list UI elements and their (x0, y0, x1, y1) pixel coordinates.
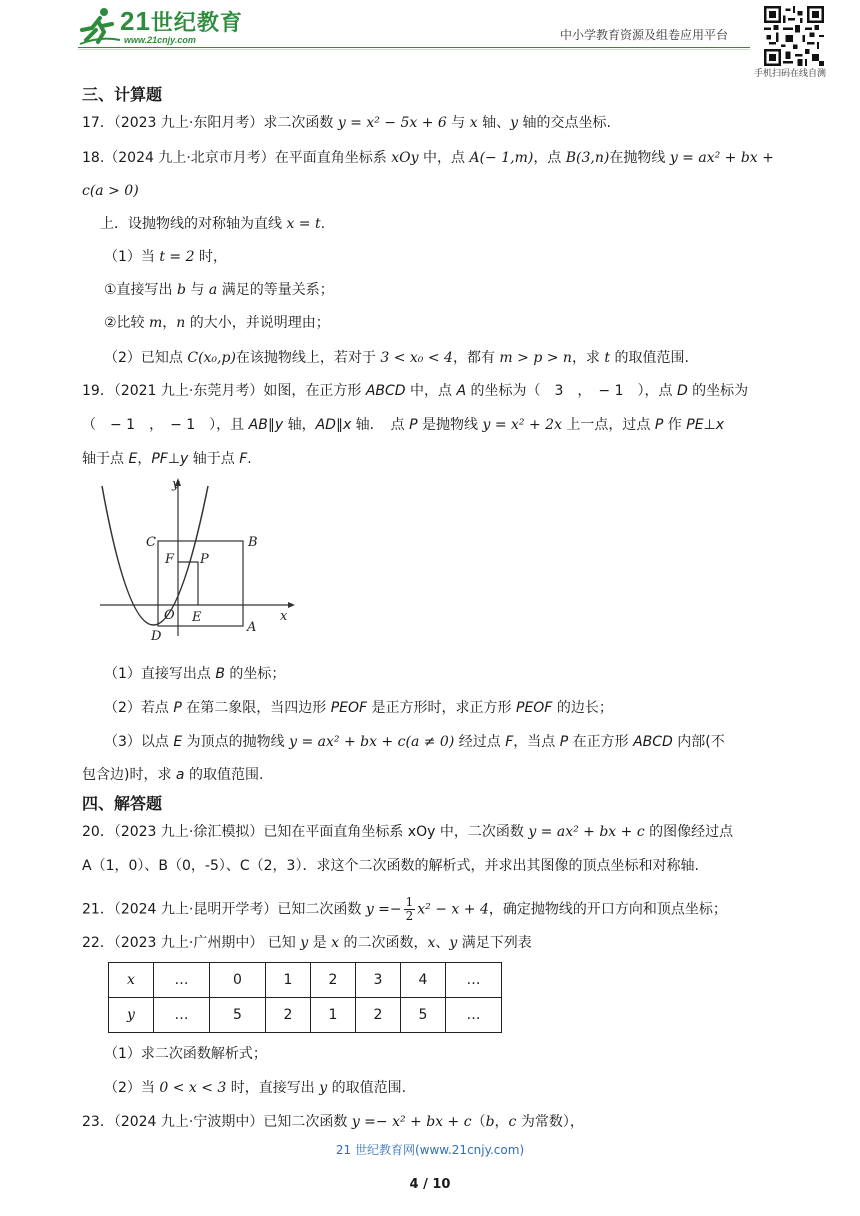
fraction-half: $\frac{1}{2}$ (405, 895, 414, 923)
page-number: 4 / 10 (409, 1177, 451, 1192)
table-cell: y (109, 998, 154, 1033)
q19-line-2: （ − 1 ， − 1 ），且 AB∥y 轴，AD∥x 轴． 点 P 是抛物线 y = x² + 2x 上一点，过点 P 作 PE⊥x (82, 417, 725, 433)
section-title-calc: 三、计算题 (82, 85, 163, 104)
table-cell: 3 (356, 963, 401, 998)
table-cell: 2 (266, 998, 311, 1033)
logo-url: www.21cnjy.com (124, 35, 196, 45)
table-cell: 1 (311, 998, 356, 1033)
label-c: C (146, 535, 156, 550)
q18-part-1: （1）当 t = 2 时， (104, 249, 227, 265)
runner-logo-icon (78, 6, 122, 46)
question-18: 18.（2024 九上·北京市月考）在平面直角坐标系 xOy 中，点 A(− 1,m)，点 B(3,n)在抛物线 y = ax² + bx + (82, 150, 774, 166)
section-title-answer: 四、解答题 (82, 794, 163, 813)
parabola-curve (102, 486, 208, 625)
x-axis-arrow-icon (288, 602, 295, 608)
label-x: x (280, 609, 288, 624)
table-cell: 2 (356, 998, 401, 1033)
xy-value-table (108, 962, 502, 1033)
q19-figure (92, 474, 302, 644)
q19-line-3: 轴于点 E，PF⊥y 轴于点 F. (82, 451, 252, 467)
table-cell: 5 (401, 998, 446, 1033)
table-cell: 5 (210, 998, 266, 1033)
question-22: 22．（2023 九上·广州期中） 已知 y 是 x 的二次函数，x、y 满足下列表 (82, 935, 532, 951)
q19-part-3: （3）以点 E 为顶点的抛物线 y = ax² + bx + c(a ≠ 0) 经过点 F，当点 P 在正方形 ABCD 内部(不 (104, 734, 725, 750)
q18-line-2: c(a > 0) (82, 183, 139, 199)
table-row-x (109, 963, 502, 998)
q20-line-2: A（1，0）、B（0，-5）、C（2，3）．求这个二次函数的解析式，并求出其图像的顶点坐标和对称轴. (82, 858, 699, 874)
question-20: 20．（2023 九上·徐汇模拟）已知在平面直角坐标系 xOy 中，二次函数 y = ax² + bx + c 的图像经过点 (82, 824, 734, 840)
table-cell: 1 (266, 963, 311, 998)
label-b: B (248, 535, 258, 550)
q19-part-3-cont: 包含边)时，求 a 的取值范围. (82, 767, 264, 783)
q22-part-1: （1）求二次函数解析式； (104, 1046, 267, 1062)
label-d: D (151, 629, 162, 644)
table-cell: 2 (311, 963, 356, 998)
label-p: P (200, 552, 209, 567)
question-17: 17．（2023 九上·东阳月考）求二次函数 y = x² − 5x + 6 与 x 轴、y 轴的交点坐标. (82, 115, 611, 131)
qr-caption: 手机扫码在线自测 (754, 69, 827, 79)
qr-code-icon[interactable] (764, 6, 824, 66)
table-cell: … (154, 963, 210, 998)
label-a: A (247, 620, 257, 635)
q19-part-2: （2）若点 P 在第二象限，当四边形 PEOF 是正方形时，求正方形 PEOF 的边长； (104, 700, 613, 716)
table-cell: … (154, 998, 210, 1033)
logo-title: 21世纪教育 (120, 6, 243, 36)
q18-part-2: （2）已知点 C(x₀,p)在该抛物线上，若对于 3 < x₀ < 4，都有 m > p > n，求 t 的取值范围. (104, 350, 689, 366)
label-o: O (164, 608, 175, 623)
table-cell: … (446, 998, 502, 1033)
q19-part-1: （1）直接写出点 B 的坐标； (104, 666, 286, 682)
header-divider-light (78, 49, 750, 50)
label-e: E (192, 610, 202, 625)
table-cell: 0 (210, 963, 266, 998)
label-f: F (165, 552, 175, 567)
label-y: y (172, 477, 180, 492)
site-logo[interactable] (78, 6, 268, 46)
q18-sub-1: ①直接写出 b 与 a 满足的等量关系； (104, 282, 334, 298)
question-21: 21．（2024 九上·昆明开学考）已知二次函数 y =− $\frac{1}{2}$ x² − x + 4，确定抛物线的开口方向和顶点坐标； (82, 895, 727, 923)
q18-line-3: 上．设抛物线的对称轴为直线 x = t. (100, 216, 326, 232)
table-cell: 4 (401, 963, 446, 998)
question-23: 23．（2024 九上·宁波期中）已知二次函数 y =− x² + bx + c（b，c 为常数）， (82, 1114, 584, 1130)
header-divider (78, 47, 750, 48)
q22-part-2: （2）当 0 < x < 3 时，直接写出 y 的取值范围. (104, 1080, 407, 1096)
platform-name: 中小学教育资源及组卷应用平台 (560, 28, 729, 42)
table-cell: x (109, 963, 154, 998)
q18-sub-2: ②比较 m，n 的大小，并说明理由； (104, 315, 330, 331)
question-19: 19．（2021 九上·东莞月考）如图，在正方形 ABCD 中，点 A 的坐标为（ 3 ， − 1 ），点 D 的坐标为 (82, 383, 749, 399)
table-cell: … (446, 963, 502, 998)
table-row-y (109, 998, 502, 1033)
footer-link[interactable]: 21 世纪教育网(www.21cnjy.com) (335, 1143, 525, 1157)
